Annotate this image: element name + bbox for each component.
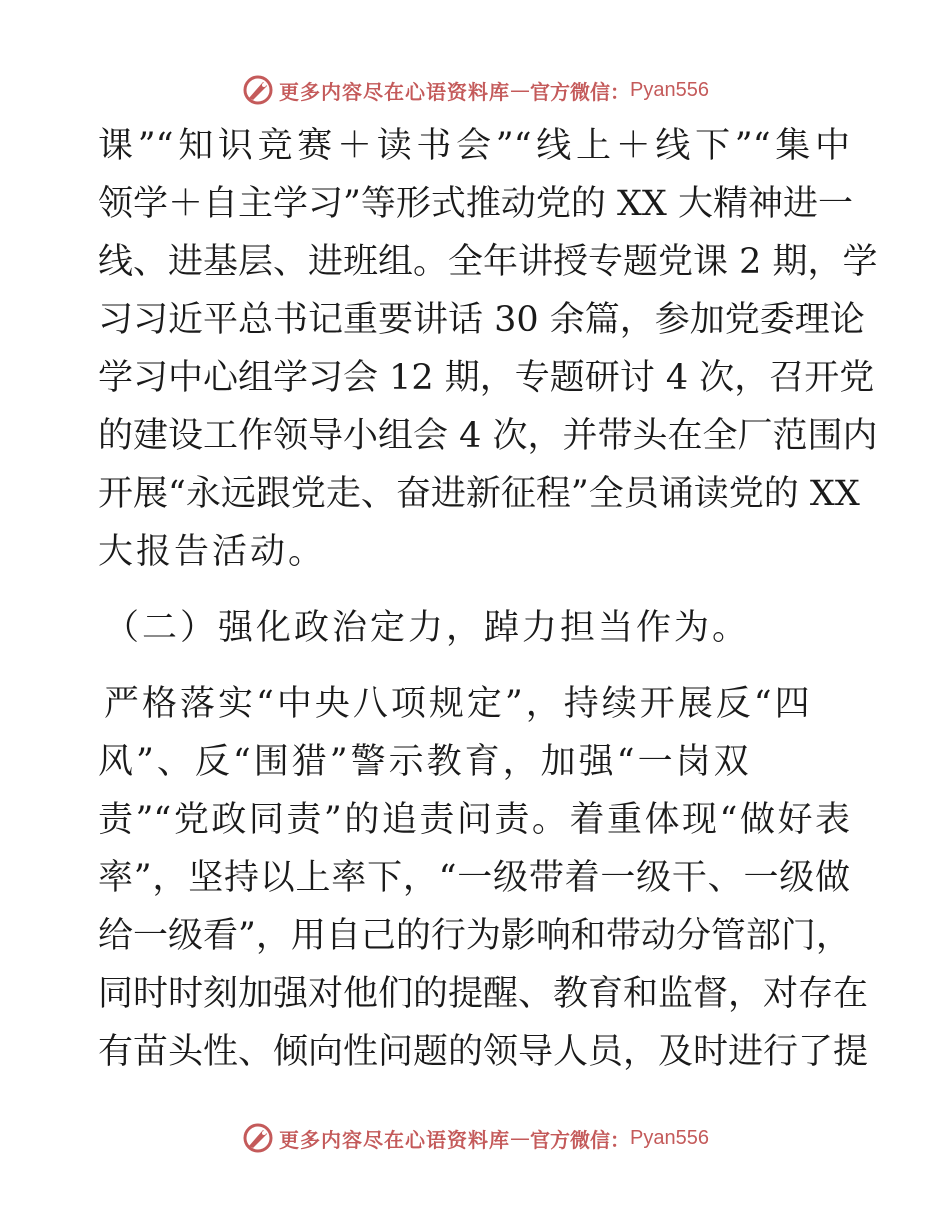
watermark-wechat-id: Pyan556 <box>630 1126 709 1149</box>
watermark-wechat-id: Pyan556 <box>630 78 709 101</box>
footer-watermark <box>0 1118 950 1158</box>
watermark-wechat-label: 官方微信： <box>530 79 631 104</box>
text-line: 率”，坚持以上率下，“一级带着一级干、一级做 <box>98 858 850 898</box>
text-line: 学习中心组学习会 12 期，专题研讨 4 次，召开党 <box>98 358 875 398</box>
pen-nib-circle-icon <box>241 1121 275 1155</box>
text-line: 严格落实“中央八项规定”，持续开展反“四 <box>104 684 813 724</box>
watermark-brand: 更多内容尽在心语资料库 <box>279 1127 511 1152</box>
text-line: 风”、反“围猎”警示教育，加强“一岗双 <box>98 742 752 782</box>
text-line: 线、进基层、进班组。全年讲授专题党课 2 期，学 <box>98 242 878 282</box>
watermark-wechat-label: 官方微信： <box>530 1127 631 1152</box>
text-line: 同时时刻加强对他们的提醒、教育和监督，对存在 <box>98 974 869 1014</box>
header-watermark <box>0 70 950 110</box>
text-line: 有苗头性、倾向性问题的领导人员，及时进行了提 <box>98 1032 869 1072</box>
pen-nib-circle-icon <box>241 73 275 107</box>
watermark-brand: 更多内容尽在心语资料库 <box>279 79 511 104</box>
text-line: 的建设工作领导小组会 4 次，并带头在全厂范围内 <box>98 416 878 456</box>
text-line: 领学＋自主学习”等形式推动党的 XX 大精神进一 <box>98 184 853 224</box>
text-line: 给一级看”，用自己的行为影响和带动分管部门， <box>98 916 851 956</box>
text-line: 开展“永远跟党走、奋进新征程”全员诵读党的 XX <box>98 474 860 514</box>
watermark-separator: — <box>510 78 531 102</box>
text-line: 课”“知识竞赛＋读书会”“线上＋线下”“集中 <box>98 126 850 166</box>
text-line: 习习近平总书记重要讲话 30 余篇，参加党委理论 <box>98 300 865 340</box>
text-line: 责”“党政同责”的追责问责。着重体现“做好表 <box>98 800 850 840</box>
watermark-separator: — <box>510 1126 531 1150</box>
text-line: 大报告活动。 <box>98 532 327 572</box>
section-heading: （二）强化政治定力，踔力担当作为。 <box>104 608 751 648</box>
